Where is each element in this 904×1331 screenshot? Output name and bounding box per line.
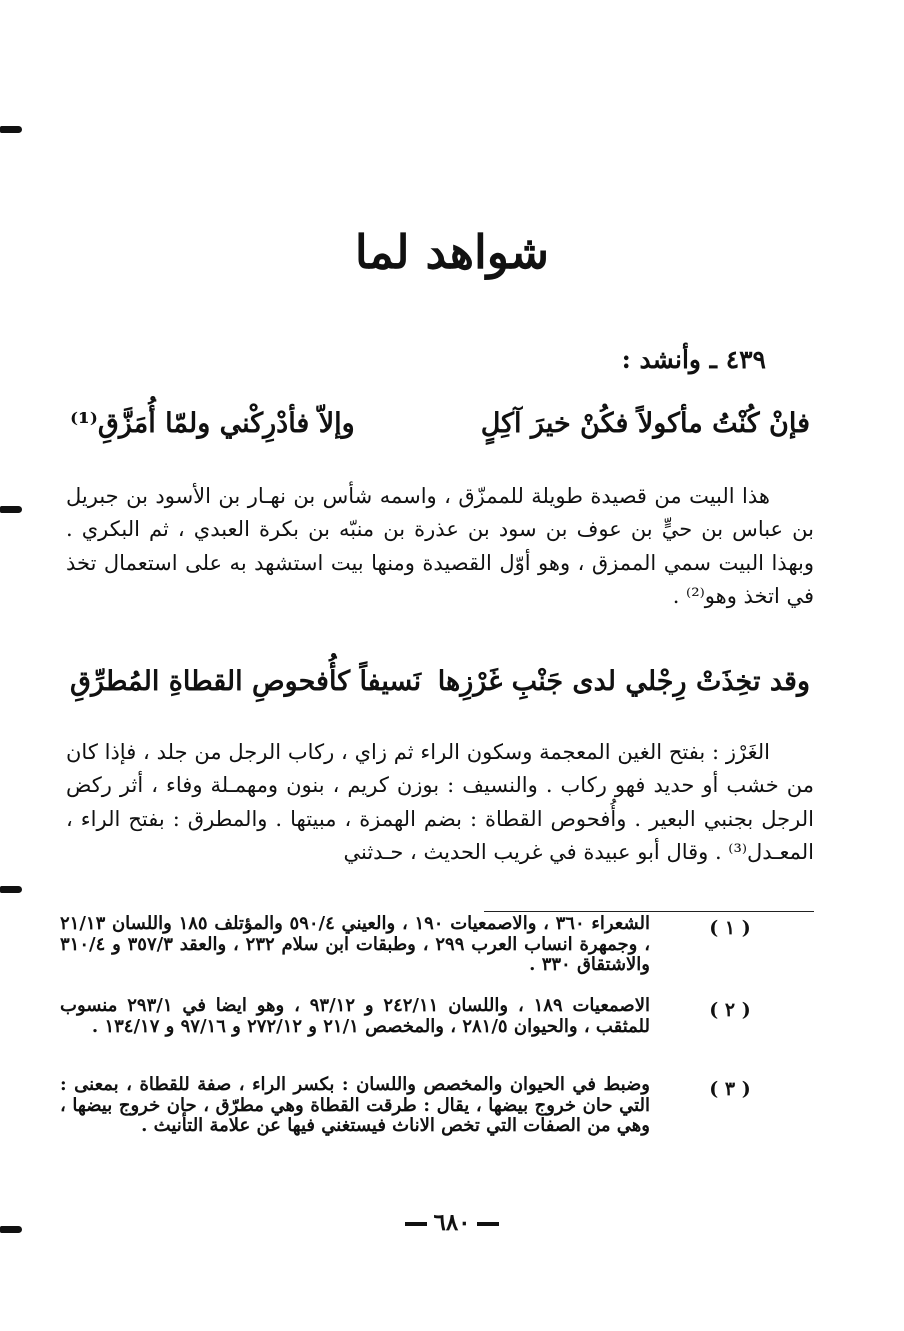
entry-label: ٤٣٩ ـ وأنشد :	[621, 345, 766, 374]
footnote-separator	[484, 911, 814, 912]
footnote-text: الاصمعيات ١٨٩ ، واللسان ٢٤٢/١١ و ٩٣/١٢ ، وهو ايضا في ٢٩٣/١ منسوب للمثقب ، والحيوان ٢٨١/٥ ، والمخصص ٢١/١ و ٢٧٢/١٢ و ٩٧/١٦ و ١٣٤/١٧ .	[60, 995, 650, 1037]
margin-ink-mark	[0, 506, 22, 513]
page-number	[0, 1208, 904, 1238]
page-number-value: ٦٨٠	[433, 1209, 471, 1236]
paragraph-text: هذا البيت من قصيدة طويلة للممزّق ، واسمه شأس بن نهـار بن الأسود بن جبريل بن عباس بن حيٍّ بن عوف بن سود بن عذرة بن منبّه بن بكرة العبدي ، ثم البكري . وبهذا البيت سمي الممزق ، وهو أوّل القصيدة ومنها بيت استشهد به على استعمال تخذ في اتخذ وهو⁽²⁾ .	[66, 484, 814, 609]
commentary-paragraph	[66, 480, 814, 614]
page-number-dash	[477, 1222, 499, 1226]
verse-first-hemistich: فإنْ كُنْتُ مأكولاً فكُنْ خيرَ آكِلٍ	[480, 408, 810, 439]
margin-ink-mark	[0, 886, 22, 893]
page-number-dash	[405, 1222, 427, 1226]
page-heading: شواهد لما	[354, 225, 550, 279]
footnote-number: ( ٣ )	[709, 1078, 751, 1100]
footnote-text: وضبط في الحيوان والمخصص واللسان : بكسر الراء ، صفة للقطاة ، بمعنى : التي حان خروج بيضها ، يقال : طرقت القطاة وهي مطرّق ، حان خروج بيضها ، وهي من الصفات التي تخص الاناث فيستغني فيها عن علامة التأنيث .	[60, 1074, 650, 1136]
verse-line	[70, 398, 810, 450]
commentary-paragraph	[66, 736, 814, 870]
footnote-number: ( ١ )	[709, 917, 751, 939]
margin-ink-mark	[0, 126, 22, 133]
paragraph-text: الغَرْز : بفتح الغين المعجمة وسكون الراء ثم زاي ، ركاب الرجل من جلد ، فإذا كان من خشب أو حديد فهو ركاب . والنسيف : بوزن كريم ، بنون ومهمـلة وفاء ، أثر ركض الرجل بجنبي البعير . وأُفحوص القطاة : بضم الهمزة ، مبيتها . والمطرق : بفتح الراء ، المعـدل⁽³⁾ . وقال أبو عبيدة في غريب الحديث ، حـدثني	[66, 740, 814, 865]
verse-second-hemistich: وإلاّ فأدْرِكْني ولمّا أُمَزَّقِ⁽¹⁾	[70, 408, 355, 439]
verse-line	[70, 656, 810, 708]
footnote-text: الشعراء ٣٦٠ ، والاصمعيات ١٩٠ ، والعيني ٥٩٠/٤ والمؤتلف ١٨٥ واللسان ٢١/١٣ ، وجمهرة انساب العرب ٢٩٩ ، وطبقات ابن سلام ٢٣٢ ، والعقد ٣٥٧/٣ و ٣١٠/٤ والاشتقاق ٣٣٠ .	[60, 913, 651, 975]
verse-second-hemistich: نَسيفاً كأُفحوصِ القطاةِ المُطرِّقِ	[70, 666, 422, 697]
verse-first-hemistich: وقد تخِذَتْ رِجْلي لدى جَنْبِ غَرْزِها	[437, 666, 810, 697]
footnote-number: ( ٢ )	[709, 999, 751, 1021]
